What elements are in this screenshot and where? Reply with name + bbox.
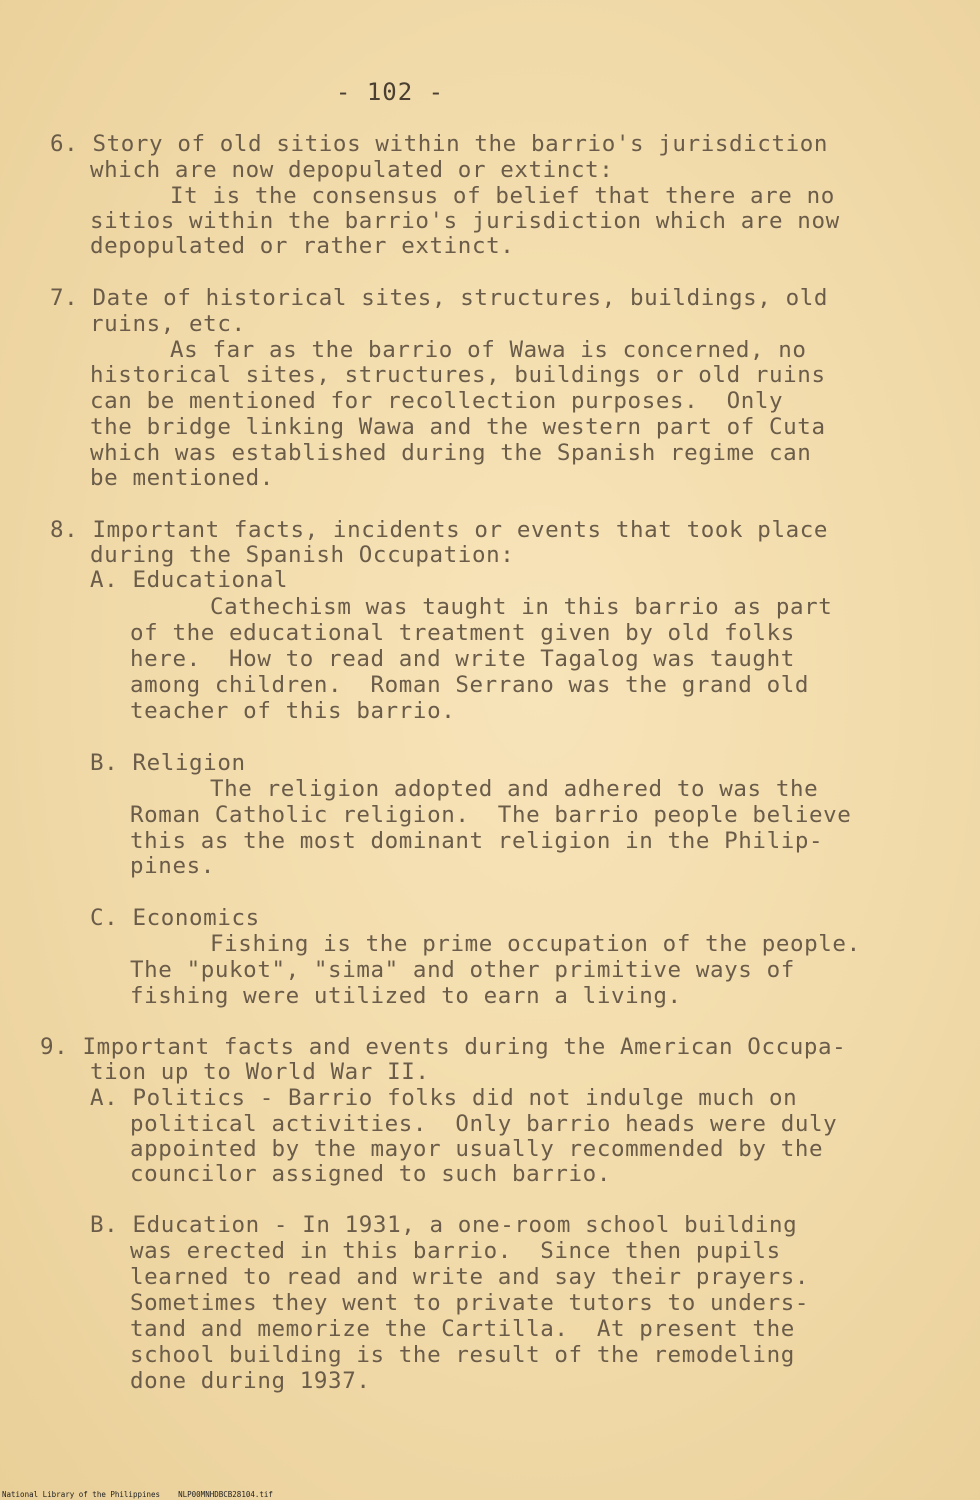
text-line: 6. Story of old sitios within the barrio's jurisdiction [50,131,829,157]
text-line: B. Education - In 1931, a one-room school building [90,1212,798,1238]
text-line: can be mentioned for recollection purposes. Only [90,388,784,414]
text-line: Roman Catholic religion. The barrio people believe [130,802,852,828]
text-line: C. Economics [90,905,260,931]
archive-footer: National Library of the Philippines NLP00MNHDBCB28104.tif [2,1490,273,1499]
text-line: which are now depopulated or extinct: [90,157,614,183]
text-line: political activities. Only barrio heads were duly [130,1111,838,1137]
text-line: The "pukot", "sima" and other primitive ways of [130,957,795,983]
text-line: among children. Roman Serrano was the grand old [130,672,810,698]
text-line: Sometimes they went to private tutors to unders- [130,1290,810,1316]
text-line: 9. Important facts and events during the American Occupa- [40,1034,847,1060]
text-line: be mentioned. [90,465,274,491]
text-line: school building is the result of the remodeling [130,1342,795,1368]
text-line: which was established during the Spanish regime can [90,440,812,466]
text-line: was erected in this barrio. Since then pupils [130,1238,781,1264]
text-line: fishing were utilized to earn a living. [130,983,682,1009]
text-line: 7. Date of historical sites, structures, buildings, old [50,285,829,311]
text-line: historical sites, structures, buildings or old ruins [90,362,826,388]
text-line: A. Politics - Barrio folks did not indulge much on [90,1085,798,1111]
text-line: Cathechism was taught in this barrio as part [210,594,833,620]
text-line: tand and memorize the Cartilla. At present the [130,1316,795,1342]
text-line: sitios within the barrio's jurisdiction which are now [90,208,840,234]
text-line: It is the consensus of belief that there are no [170,183,835,209]
text-line: learned to read and write and say their prayers. [130,1264,810,1290]
text-line: As far as the barrio of Wawa is concerned, no [170,337,807,363]
page-number: - 102 - [335,78,445,106]
text-line: depopulated or rather extinct. [90,233,515,259]
text-line: councilor assigned to such barrio. [130,1161,611,1187]
text-line: done during 1937. [130,1368,371,1394]
text-line: pines. [130,853,215,879]
text-line: teacher of this barrio. [130,698,456,724]
text-line: ruins, etc. [90,311,246,337]
text-line: The religion adopted and adhered to was the [210,776,819,802]
text-line: the bridge linking Wawa and the western part of Cuta [90,414,826,440]
text-line: 8. Important facts, incidents or events that took place [50,517,829,543]
text-line: during the Spanish Occupation: [90,542,515,568]
text-line: of the educational treatment given by old folks [130,620,795,646]
text-line: Fishing is the prime occupation of the people. [210,931,861,957]
text-line: tion up to World War II. [90,1059,430,1085]
text-line: this as the most dominant religion in the Philip- [130,828,824,854]
text-line: here. How to read and write Tagalog was taught [130,646,795,672]
text-line: appointed by the mayor usually recommended by the [130,1136,824,1162]
text-line: B. Religion [90,750,246,776]
text-line: A. Educational [90,567,289,593]
